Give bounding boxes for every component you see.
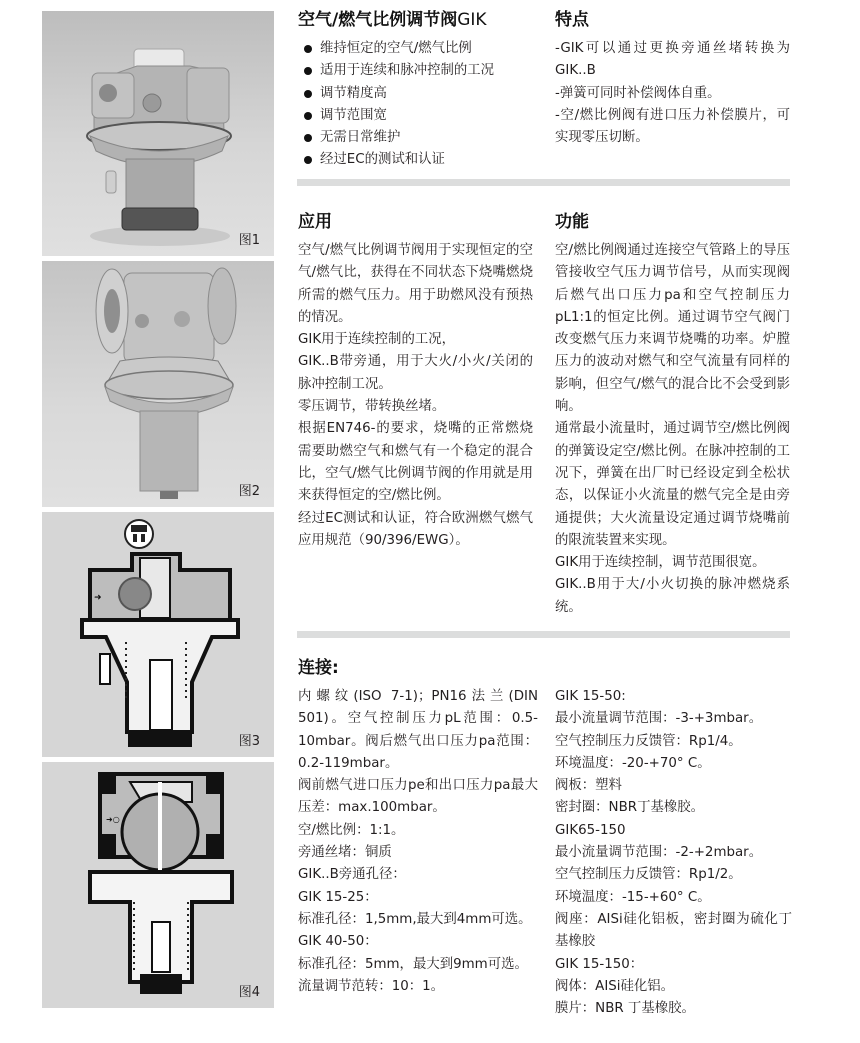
application-paragraph: 空气/燃气比例调节阀用于实现恒定的空气/燃气比，获得在不同状态下烧嘴燃烧所需的燃气压力。用于助燃风没有预热的情况。	[298, 243, 533, 325]
section-divider	[297, 631, 790, 638]
svg-text:➜○: ➜○	[106, 815, 120, 824]
connection-spec: 旁通丝堵：铜质	[298, 845, 392, 861]
application-paragraph: 根据EN746-的要求，烧嘴的正常燃烧需要助燃空气和燃气有一个稳定的混合比，空气/燃气比例调节阀的作用就是用来获得恒定的空/燃比例。	[298, 421, 533, 504]
connection-spec: 空气控制压力反馈管：Rp1/4。	[555, 733, 742, 749]
bullet-item: 调节精度高	[298, 83, 548, 105]
connection-section-left	[298, 656, 538, 998]
application-section	[298, 210, 533, 552]
bullet-item: 无需日常维护	[298, 127, 548, 149]
connection-spec: GIK 15-50:	[555, 689, 626, 704]
section-divider	[297, 179, 790, 186]
bullet-item: 经过EC的测试和认证	[298, 149, 548, 171]
figure-2	[42, 261, 274, 507]
connection-spec: 阀板：塑料	[555, 778, 622, 794]
application-paragraph: GIK用于连续控制的工况，	[298, 332, 456, 348]
connection-spec: 密封圈：NBR丁基橡胶。	[555, 800, 705, 816]
function-paragraph: 空/燃比例阀通过连接空气管路上的导压管接收空气压力调节信号，从而实现阀后燃气出口压力pa和空气控制压力pL1:1的恒定比例。通过调节空气阀门改变燃气压力来调节烧嘴的功率。炉膛压力的波动对燃气和空气流量有同样的影响，但空气/燃气的混合比不会受到影响。	[555, 243, 790, 415]
product-title: 空气/燃气比例调节阀GIK	[298, 10, 487, 30]
connection-spec: 标准孔径：5mm，最大到9mm可选。	[298, 956, 528, 972]
connection-spec: 最小流量调节范围：-2-+2mbar。	[555, 845, 763, 861]
application-paragraph: 经过EC测试和认证，符合欧洲燃气燃气应用规范（90/396/EWG）。	[298, 510, 533, 548]
figure-caption: 图2	[238, 484, 260, 499]
features-line: -GIK可以通过更换旁通丝堵转换为GIK..B	[555, 41, 790, 79]
connection-spec: GIK 15-150：	[555, 956, 644, 972]
connection-spec: 空气控制压力反馈管：Rp1/2。	[555, 867, 742, 883]
bullet-item: 维持恒定的空气/燃气比例	[298, 38, 548, 60]
bullet-item: 适用于连续和脉冲控制的工况	[298, 60, 548, 82]
features-line: -空/燃比例阀有进口压力补偿膜片，可实现零压切断。	[555, 107, 790, 146]
sectional-diagram-4-icon	[42, 762, 274, 1008]
connection-spec: GIK 15-25：	[298, 889, 378, 905]
figure-3	[42, 512, 274, 757]
features-section	[555, 8, 790, 149]
svg-text:➜: ➜	[94, 593, 102, 603]
valve-photo-2-icon	[42, 261, 274, 507]
connection-spec: GIK65-150	[555, 822, 626, 838]
connection-spec: 阀体：AISi硅化铝。	[555, 978, 675, 994]
sectional-diagram-3-icon	[42, 512, 274, 757]
connection-section-right	[555, 686, 792, 1020]
function-paragraph: GIK用于连续控制，调节范围很宽。	[555, 555, 766, 571]
connection-spec: 阀座：AISi硅化铝板，密封圈为硫化丁基橡胶	[555, 911, 792, 950]
connection-spec: 标准孔径：1,5mm,最大到4mm可选。	[298, 911, 532, 927]
function-heading: 功能	[555, 212, 589, 232]
connection-spec: 空/燃比例：1:1。	[298, 822, 405, 838]
function-section	[555, 210, 790, 619]
function-paragraph: GIK..B用于大/小火切换的脉冲燃烧系统。	[555, 577, 790, 615]
figure-caption: 图4	[238, 985, 260, 1000]
application-paragraph: 零压调节，带转换丝堵。	[298, 399, 446, 415]
valve-photo-1-icon	[42, 11, 274, 256]
connection-spec: GIK 40-50：	[298, 934, 378, 950]
product-summary	[298, 8, 548, 172]
bullet-item: 调节范围宽	[298, 105, 548, 127]
connection-spec: 最小流量调节范围：-3-+3mbar。	[555, 711, 763, 727]
features-heading: 特点	[555, 10, 589, 30]
application-heading: 应用	[298, 212, 332, 232]
connection-heading: 连接:	[298, 658, 339, 678]
connection-spec: 膜片：NBR 丁基橡胶。	[555, 1001, 695, 1017]
figure-4	[42, 762, 274, 1008]
application-paragraph: GIK..B带旁通，用于大火/小火/关闭的脉冲控制工况。	[298, 354, 533, 392]
figure-1	[42, 11, 274, 256]
connection-spec: 阀前燃气进口压力pe和出口压力pa最大压差：max.100mbar。	[298, 778, 538, 816]
figure-caption: 图1	[238, 233, 260, 248]
feature-bullet-list	[298, 38, 548, 172]
connection-spec: 环境温度：-20-+70° C。	[555, 755, 711, 771]
features-line: -弹簧可同时补偿阀体自重。	[555, 85, 721, 101]
figure-caption: 图3	[238, 734, 260, 749]
connection-spec: 内螺纹(ISO 7-1)；PN16法兰(DIN 501)。空气控制压力pL范围：0.5-10mbar。阀后燃气出口压力pa范围：0.2-119mbar。	[298, 689, 538, 771]
connection-spec: 环境温度：-15-+60° C。	[555, 889, 711, 905]
function-paragraph: 通常最小流量时，通过调节空/燃比例阀的弹簧设定空/燃比例。在脉冲控制的工况下，弹簧在出厂时已经设定到全松状态，以保证小火流量的燃气完全是由旁通提供；大火流量设定通过调节烧嘴前的限流装置来实现。	[555, 421, 790, 548]
connection-spec: 流量调节范转：10：1。	[298, 978, 445, 994]
connection-spec: GIK..B旁通孔径：	[298, 867, 406, 883]
